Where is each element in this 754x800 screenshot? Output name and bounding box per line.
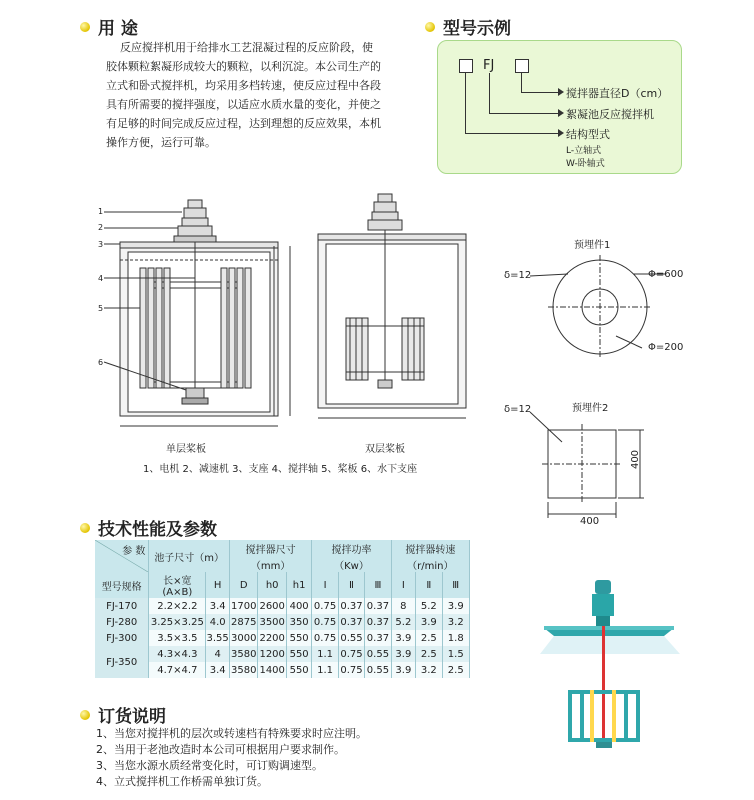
table-cell: 1200: [258, 646, 286, 662]
header-power-unit: （Kw）: [312, 556, 391, 572]
diameter-label: 搅拌器直径D（cm）: [566, 87, 669, 100]
header-speed-label: 搅拌器转速: [405, 544, 456, 556]
model-example-heading: [425, 14, 511, 39]
table-cell: 0.55: [365, 662, 391, 678]
table-cell: 3500: [258, 614, 286, 630]
table-cell: 0.75: [338, 646, 364, 662]
table-cell: 1.8: [442, 630, 470, 646]
table-cell: 3.25×3.25: [149, 614, 206, 630]
table-cell: 0.75: [312, 614, 338, 630]
table-cell: 3000: [229, 630, 257, 646]
part-label-6: 6: [98, 358, 104, 367]
usage-line: 有足够的时间完成反应过程，达到理想的反应效果，本机: [106, 117, 381, 130]
table-cell: 550: [286, 662, 311, 678]
part-label-4: 4: [98, 274, 104, 283]
table-corner-header: [95, 540, 149, 572]
table-row: [95, 614, 470, 630]
part-label-2: 2: [98, 223, 104, 232]
subheader-d: D: [229, 572, 257, 598]
header-stirrer-label: 搅拌器尺寸: [245, 544, 296, 556]
diameter-placeholder-box: [515, 59, 529, 73]
subheader-speed-2: Ⅱ: [416, 572, 442, 598]
table-cell: 3.9: [416, 614, 442, 630]
table-cell: 0.37: [338, 598, 364, 614]
table-cell: 0.75: [312, 630, 338, 646]
table-body: [95, 598, 470, 678]
header-param: 参 数: [122, 546, 146, 557]
parameter-table-wrapper: [95, 540, 470, 678]
order-title: 订货说明: [98, 707, 166, 727]
table-cell: 2.5: [416, 630, 442, 646]
table-cell: 3580: [229, 646, 257, 662]
model-example-box: [437, 40, 682, 174]
table-cell: 0.37: [365, 598, 391, 614]
table-cell: 3.9: [391, 662, 415, 678]
usage-line: 立式和卧式搅拌机，均采用多档转速，使反应过程中各段: [106, 79, 381, 92]
embedded-part-2-title: 预埋件2: [572, 403, 609, 414]
order-heading: [80, 702, 166, 727]
embedded-part-2-drawing: [500, 412, 650, 524]
table-cell: 4.3×4.3: [149, 646, 206, 662]
agitator-installation-drawing: [98, 190, 470, 440]
table-cell: 4: [206, 646, 230, 662]
table-cell: 1.1: [312, 646, 338, 662]
structure-label: 结构型式: [566, 128, 610, 141]
model-example-title: 型号示例: [443, 19, 511, 39]
table-row: [95, 630, 470, 646]
order-item: 3、当您水源水质经常变化时，可订购调速型。: [96, 759, 323, 772]
header-model: [95, 572, 149, 598]
table-cell: 1.5: [442, 646, 470, 662]
header-power-label: 搅拌功率: [331, 544, 372, 556]
table-cell: 3.9: [391, 646, 415, 662]
bullet-icon: [80, 710, 90, 720]
table-cell: 3580: [229, 662, 257, 678]
table-cell: 2.5: [442, 662, 470, 678]
parameter-table: [95, 540, 470, 678]
caption-single-layer: 单层桨板: [166, 444, 206, 455]
usage-line: 反应搅拌机用于给排水工艺混凝过程的反应阶段，使: [120, 41, 373, 54]
table-cell: 3.5×3.5: [149, 630, 206, 646]
header-speed-unit: （r/min）: [391, 556, 469, 572]
model-cell: FJ-280: [95, 614, 149, 630]
header-speed: [391, 540, 469, 556]
table-cell: 0.55: [338, 630, 364, 646]
subheader-power-1: Ⅰ: [312, 572, 338, 598]
header-power: [312, 540, 391, 556]
embedded-part-1-inner-diameter: Φ=200: [648, 342, 684, 353]
table-cell: 0.75: [338, 662, 364, 678]
table-cell: 5.2: [391, 614, 415, 630]
table-cell: 0.75: [312, 598, 338, 614]
structure-option-l: L-立轴式: [566, 146, 602, 156]
structure-option-w: W-卧轴式: [566, 159, 605, 169]
structure-placeholder-box: [459, 59, 473, 73]
table-cell: 400: [286, 598, 311, 614]
order-item: 1、当您对搅拌机的层次或转速档有特殊要求时应注明。: [96, 727, 367, 740]
table-cell: 3.9: [391, 630, 415, 646]
header-model-label: 型号规格: [101, 581, 142, 593]
table-cell: 2.5: [416, 646, 442, 662]
table-cell: 0.37: [365, 614, 391, 630]
usage-paragraph: [106, 38, 431, 152]
parts-legend: 1、电机 2、减速机 3、支座 4、搅拌轴 5、桨板 6、水下支座: [143, 464, 418, 475]
table-cell: 1400: [258, 662, 286, 678]
table-cell: 3.2: [416, 662, 442, 678]
usage-heading: [80, 14, 138, 39]
table-cell: 2200: [258, 630, 286, 646]
bullet-icon: [80, 523, 90, 533]
part-label-5: 5: [98, 304, 104, 313]
table-cell: 3.4: [206, 662, 230, 678]
table-cell: 8: [391, 598, 415, 614]
table-cell: 5.2: [416, 598, 442, 614]
table-cell: 550: [286, 630, 311, 646]
table-cell: 4.7×4.7: [149, 662, 206, 678]
part-label-1: 1: [98, 207, 104, 216]
usage-line: 胶体颗粒絮凝形成较大的颗粒，以利沉淀。本公司生产的: [106, 60, 381, 73]
embedded-part-1-outer-diameter: Φ=600: [648, 269, 684, 280]
table-cell: 0.37: [365, 630, 391, 646]
table-cell: 1.1: [312, 662, 338, 678]
subheader-power-2: Ⅱ: [338, 572, 364, 598]
table-cell: 3.4: [206, 598, 230, 614]
order-item: 2、当用于老池改造时本公司可根据用户要求制作。: [96, 743, 345, 756]
usage-title: 用 途: [98, 19, 138, 39]
embedded-part-2-height: 400: [630, 449, 642, 470]
table-cell: 0.37: [338, 614, 364, 630]
tech-heading: [80, 515, 217, 540]
table-cell: 1700: [229, 598, 257, 614]
table-cell: 550: [286, 646, 311, 662]
tech-title: 技术性能及参数: [98, 520, 217, 540]
embedded-part-1-title: 预埋件1: [574, 240, 611, 251]
table-row: [95, 646, 470, 662]
table-row: [95, 662, 470, 678]
table-cell: 2.2×2.2: [149, 598, 206, 614]
order-item: 4、立式搅拌机工作桥需单独订货。: [96, 775, 268, 788]
table-cell: 350: [286, 614, 311, 630]
subheader-lw: 长×宽(A×B): [149, 572, 206, 598]
model-code: FJ: [483, 58, 495, 73]
subheader-h1: h1: [286, 572, 311, 598]
caption-double-layer: 双层桨板: [365, 444, 405, 455]
table-cell: 2875: [229, 614, 257, 630]
subheader-speed-3: Ⅲ: [442, 572, 470, 598]
header-stirrer-size: [229, 540, 311, 556]
usage-line: 具有所需要的搅拌强度，以适应水质水量的变化，并使之: [106, 98, 381, 111]
usage-line: 操作方便，运行可靠。: [106, 136, 216, 149]
embedded-part-2-thickness: δ=12: [504, 404, 532, 415]
bullet-icon: [80, 22, 90, 32]
subheader-power-3: Ⅲ: [365, 572, 391, 598]
header-stirrer-unit: （mm）: [229, 556, 311, 572]
table-cell: 0.55: [365, 646, 391, 662]
order-list: [96, 726, 367, 790]
table-cell: 3.55: [206, 630, 230, 646]
embedded-part-1-thickness: δ=12: [504, 270, 532, 281]
header-pool-size: 池子尺寸（m）: [149, 540, 230, 572]
part-label-3: 3: [98, 240, 104, 249]
table-cell: 3.9: [442, 598, 470, 614]
subheader-speed-1: Ⅰ: [391, 572, 415, 598]
subheader-h0: h0: [258, 572, 286, 598]
table-cell: 4.0: [206, 614, 230, 630]
model-cell: FJ-300: [95, 630, 149, 646]
table-row: [95, 598, 470, 614]
model-cell: FJ-350: [95, 646, 149, 678]
agitator-product-image: [540, 570, 710, 750]
table-cell: 2600: [258, 598, 286, 614]
model-cell: FJ-170: [95, 598, 149, 614]
subheader-h: H: [206, 572, 230, 598]
type-label: 絮凝池反应搅拌机: [566, 108, 654, 121]
bullet-icon: [425, 22, 435, 32]
table-cell: 3.2: [442, 614, 470, 630]
embedded-part-2-width: 400: [580, 516, 600, 527]
